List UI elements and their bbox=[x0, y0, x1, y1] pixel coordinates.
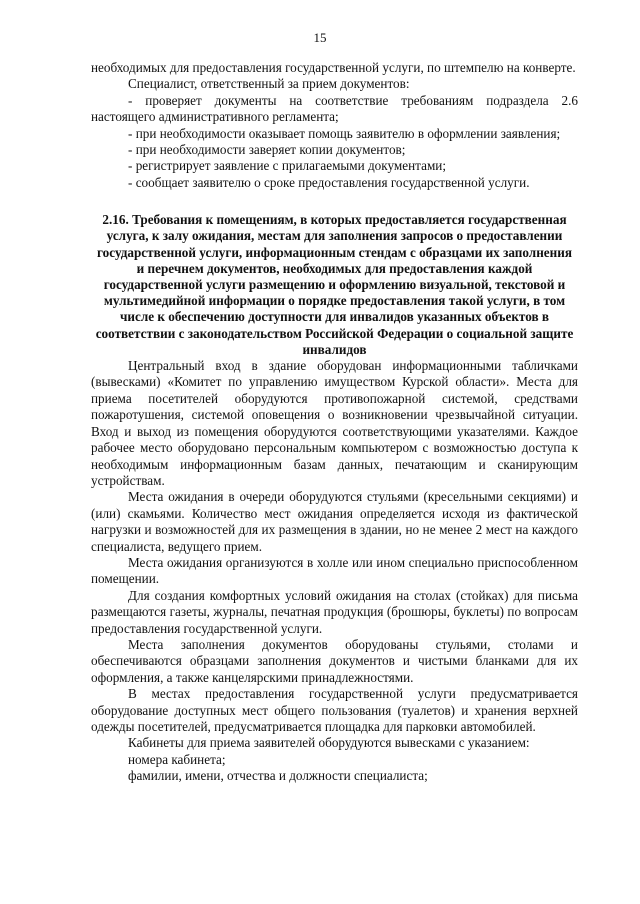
list-item: фамилии, имени, отчества и должности специалиста; bbox=[128, 768, 428, 784]
paragraph: Специалист, ответственный за прием документов: bbox=[128, 76, 410, 92]
paragraph: Места ожидания в очереди оборудуются стульями (кресельными секциями) и (или) скамьями. Количество мест ожидания определяется исходя из фактической нагрузки и возможностей для их размещения в здании, но не менее 2 мест на каждого специалиста, ведущего прием. bbox=[91, 489, 578, 554]
paragraph: В местах предоставления государственной услуги предусматривается оборудование доступных мест общего пользования (туалетов) и хранения верхней одежды посетителей, предусматривается площадка для парковки автомобилей. bbox=[91, 686, 578, 735]
list-item: - при необходимости заверяет копии документов; bbox=[128, 142, 406, 158]
paragraph: Центральный вход в здание оборудован информационными табличками (вывесками) «Комитет по управлению имуществом Курской области». Места для приема посетителей оборудуются противопожарной системой, средствами пожаротушения, системой оповещения о возникновении чрезвычайной ситуации. Вход и выход из помещения оборудуются соответствующими указателями. Каждое рабочее место оборудовано персональным компьютером с возможностью доступа к необходимым информационным базам данных, печатающим и сканирующим устройствам. bbox=[91, 358, 578, 488]
list-item: - при необходимости оказывает помощь заявителю в оформлении заявления; bbox=[128, 125, 561, 141]
page-number: 15 bbox=[313, 30, 327, 45]
paragraph: Места заполнения документов оборудованы стульями, столами и обеспечиваются образцами заполнения документов и чистыми бланками для их оформления, а также канцелярскими принадлежностями. bbox=[91, 636, 578, 685]
paragraph: необходимых для предоставления государственной услуги, по штемпелю на конверте. bbox=[91, 60, 576, 75]
paragraph: Для создания комфортных условий ожидания на столах (стойках) для письма размещаются газеты, журналы, печатная продукция (брошюры, буклеты) по вопросам предоставления государственной услуги. bbox=[91, 587, 578, 636]
list-item: - проверяет документы на соответствие требованиям подраздела 2.6 настоящего административного регламента; bbox=[91, 92, 578, 125]
body-paragraphs bbox=[91, 358, 578, 785]
page-content bbox=[91, 60, 578, 785]
paragraph: Места ожидания организуются в холле или ином специально приспособленном помещении. bbox=[91, 554, 578, 587]
list-item: - сообщает заявителю о сроке предоставления государственной услуги. bbox=[128, 174, 530, 190]
list-item: - регистрирует заявление с прилагаемыми документами; bbox=[128, 158, 447, 174]
top-paragraphs bbox=[91, 60, 578, 191]
paragraph: Кабинеты для приема заявителей оборудуются вывесками с указанием: bbox=[128, 735, 530, 751]
list-item: номера кабинета; bbox=[128, 751, 226, 767]
section-heading: 2.16. Требования к помещениям, в которых предоставляется государственная услуга, к залу ожидания, местам для заполнения запросов о предоставлении государственной услуги, информационным стендам с образцами их заполнения и перечнем документов, необходимых для предоставления каждой государственной услуги размещению и оформлению визуальной, текстовой и мультимедийной информации о порядке предоставления такой услуги, в том числе к обеспечению доступности для инвалидов указанных объектов в соответствии с законодательством Российской Федерации о социальной защите инвалидов bbox=[95, 212, 574, 357]
